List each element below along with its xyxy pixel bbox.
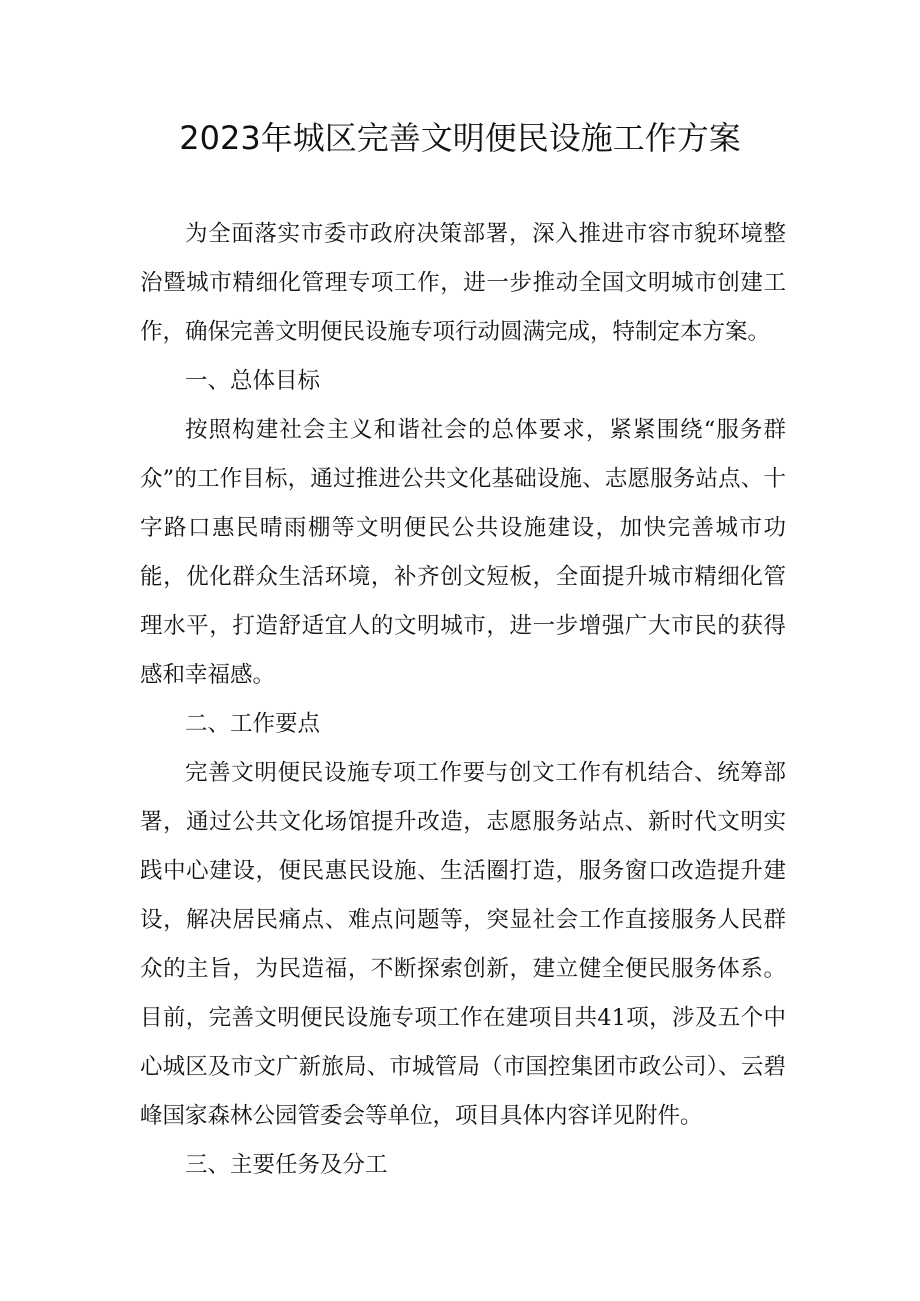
section-body-key-points: 完善文明便民设施专项工作要与创文工作有机结合、统筹部署，通过公共文化场馆提升改造，志愿服务站点、新时代文明实践中心建设，便民惠民设施、生活圈打造，服务窗口改造提升建设，解决居民痛点、难点问题等，突显社会工作直接服务人民群众的主旨，为民造福，不断探索创新，建立健全便民服务体系。目前，完善文明便民设施专项工作在建项目共41项，涉及五个中心城区及市文广新旅局、市城管局（市国控集团市政公司）、云碧峰国家森林公园管委会等单位，项目具体内容详见附件。 [140,760,786,1129]
section-heading-key-points: 二、工作要点 [185,711,321,737]
intro-paragraph: 为全面落实市委市政府决策部署，深入推进市容市貌环境整治暨城市精细化管理专项工作，进一步推动全国文明城市创建工作，确保完善文明便民设施专项行动圆满完成，特制定本方案。 [140,221,786,345]
document-title: 2023年城区完善文明便民设施工作方案 [179,119,741,157]
section-heading-goals: 一、总体目标 [185,368,321,394]
document-body [140,210,786,1190]
section-heading-tasks: 三、主要任务及分工 [185,1152,388,1178]
section-body-goals: 按照构建社会主义和谐社会的总体要求，紧紧围绕“服务群众”的工作目标，通过推进公共文化基础设施、志愿服务站点、十字路口惠民晴雨棚等文明便民公共设施建设，加快完善城市功能，优化群众生活环境，补齐创文短板，全面提升城市精细化管理水平，打造舒适宜人的文明城市，进一步增强广大市民的获得感和幸福感。 [140,417,786,688]
